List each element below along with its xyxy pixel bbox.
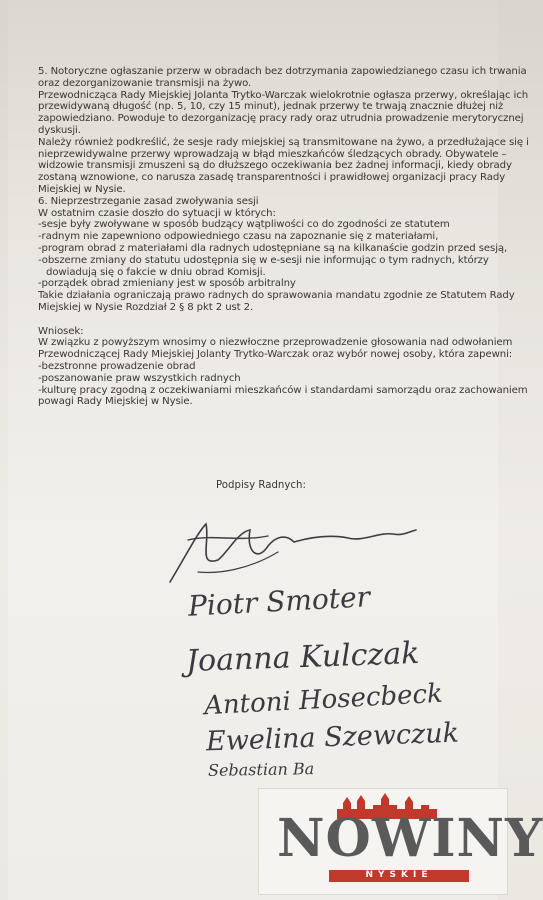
list-item: -kulturę pracy zgodną z oczekiwaniami mieszkańców i standardami samorządu oraz zachowaniem xyxy=(38,384,528,396)
text-line: Należy również podkreślić, że sesje rady miejskiej są transmitowane na żywo, a przedłużające się i xyxy=(38,136,529,148)
text-line: Miejskiej w Nysie Rozdział 2 § 8 pkt 2 ust 2. xyxy=(38,301,254,313)
text-line: widzowie transmisji zmuszeni są do dłuższego oczekiwania bez żadnej informacji, kiedy obrady xyxy=(38,160,512,172)
document-body xyxy=(38,66,529,408)
text-line: oraz dezorganizowanie transmisji na żywo. xyxy=(38,77,252,89)
signatures-label: Podpisy Radnych: xyxy=(216,480,306,491)
signature: Sebastian Ba xyxy=(207,759,315,780)
text-line: 5. Notoryczne ogłaszanie przerw w obradach bez dotrzymania zapowiedzianego czasu ich trwania xyxy=(38,66,527,77)
list-item: -program obrad z materiałami dla radnych udostępniane są na kilkanaście godzin przed sesją, xyxy=(38,242,508,254)
list-item: -obszerne zmiany do statutu udostępnia się w e-sesji nie informując o tym radnych, którzy xyxy=(38,254,489,266)
text-line: Miejskiej w Nysie. xyxy=(38,183,126,195)
text-line: W ostatnim czasie doszło do sytuacji w których: xyxy=(38,207,276,219)
signature-scribble xyxy=(158,512,418,592)
text-line: przewidywaną długość (np. 5, 10, czy 15 minut), jednak przerwy te trwają znacznie dłużej niż xyxy=(38,101,504,113)
watermark-logo xyxy=(258,788,543,895)
list-item: -poszanowanie praw wszystkich radnych xyxy=(38,372,241,384)
section-heading: Wniosek: xyxy=(38,325,84,337)
text-line: zostaną wznowione, co narusza zasadę transparentności i prawidłowej organizacji pracy Rady xyxy=(38,172,506,184)
list-item: -porządek obrad zmieniany jest w sposób arbitralny xyxy=(38,278,296,290)
signature: Piotr Smoter xyxy=(187,580,371,623)
list-item-continuation: dowiadują się o fakcie w dniu obrad Komisji. xyxy=(46,266,266,278)
text-line: Takie działania ograniczają prawo radnych do sprawowania mandatu zgodnie ze Statutem Rady xyxy=(38,290,515,302)
section-heading: 6. Nieprzestrzeganie zasad zwoływania sesji xyxy=(38,195,259,207)
text-line: Przewodniczącej Rady Miejskiej Jolanty Trytko-Warczak oraz wybór nowej osoby, która zapewni: xyxy=(38,349,513,361)
list-item: -sesje były zwoływane w sposób budzący wątpliwości co do zgodności ze statutem xyxy=(38,219,450,231)
text-line: zapowiedziano. Powoduje to dezorganizację pracy rady oraz utrudnia prowadzenie merytorycznej xyxy=(38,113,524,125)
document-page xyxy=(8,0,543,900)
text-line: W związku z powyższym wnosimy o niezwłoczne przeprowadzenie głosowania nad odwołaniem xyxy=(38,337,513,349)
signature: Joanna Kulczak xyxy=(185,635,420,680)
text-line: powagi Rady Miejskiej w Nysie. xyxy=(38,396,193,408)
text-line: nieprzewidywalne przerwy wprowadzają w błąd mieszkańców śledzących obrady. Obywatele – xyxy=(38,148,507,160)
text-line: dyskusji. xyxy=(38,124,81,136)
signature: Antoni Hosecbeck xyxy=(203,678,444,722)
blank-line xyxy=(38,314,490,326)
list-item: -bezstronne prowadzenie obrad xyxy=(38,360,196,372)
list-item: -radnym nie zapewniono odpowiedniego czasu na zapoznanie się z materiałami, xyxy=(38,231,439,243)
logo-wordmark: NOWINY xyxy=(277,808,543,869)
signature: Ewelina Szewczuk xyxy=(205,717,460,758)
logo-subtitle: NYSKIE xyxy=(365,870,433,880)
text-line: Przewodnicząca Rady Miejskiej Jolanta Trytko-Warczak wielokrotnie ogłasza przerwy, określając ich xyxy=(38,89,529,101)
